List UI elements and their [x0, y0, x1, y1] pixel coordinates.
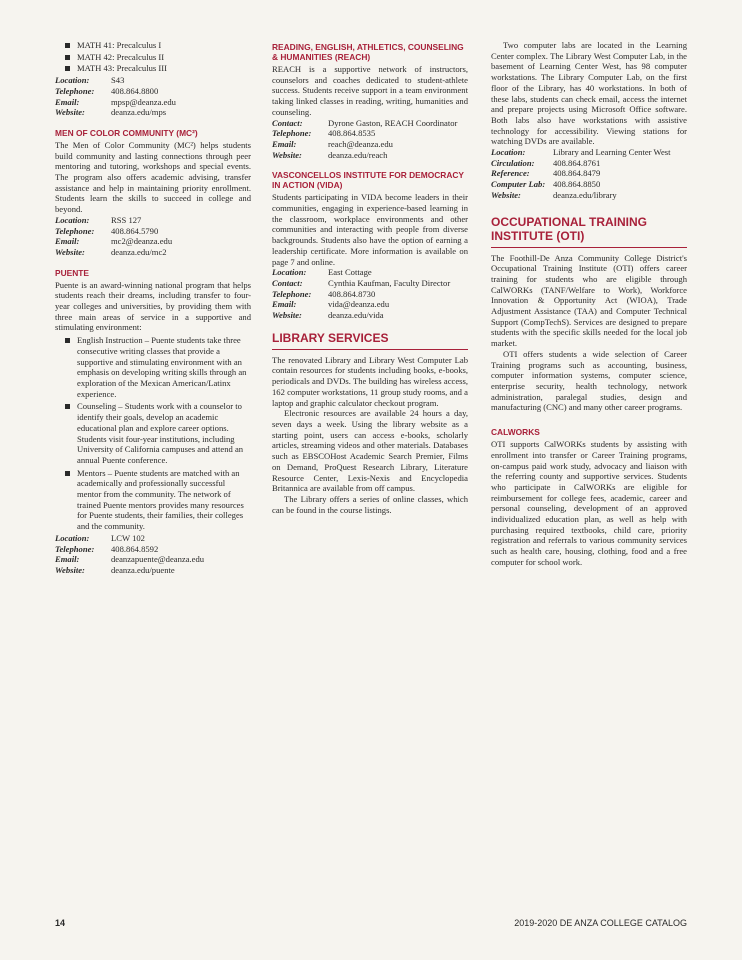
column-2 — [272, 40, 468, 515]
math-contact — [55, 75, 251, 118]
contact-key: Location: — [272, 267, 307, 278]
vida-heading: VASCONCELLOS INSTITUTE FOR DEMOCRACY IN ACTION (VIDA) — [272, 170, 464, 191]
contact-key: Website: — [272, 149, 302, 160]
labs-contact — [491, 147, 687, 201]
list-item: MATH 41: Precalculus I — [55, 40, 251, 51]
page-number: 14 — [55, 918, 66, 928]
list-item: MATH 42: Precalculus II — [55, 52, 251, 63]
contact-value: LCW 102 — [111, 532, 145, 543]
contact-key: Computer Lab: — [491, 179, 546, 190]
list-item: English Instruction – Puente students take three consecutive writing classes that provide a supportive and stimulating environment with an emphasis on developing writing skills through an exploration of the Mexican American/Latinx experience. — [55, 335, 251, 399]
contact-key: Contact: — [272, 117, 303, 128]
mcc-heading: MEN OF COLOR COMMUNITY (MC²) — [55, 127, 198, 138]
reach-heading: READING, ENGLISH, ATHLETICS, COUNSELING & HUMANITIES (REACH) — [272, 42, 464, 62]
vida-contact — [272, 267, 468, 321]
contact-key: Website: — [55, 564, 85, 575]
calworks-heading: CALWORKS — [491, 427, 540, 438]
contact-value: 408.864.8730 — [328, 288, 376, 299]
contact-value: vida@deanza.edu — [328, 299, 390, 310]
contact-key: Location: — [491, 147, 526, 158]
vida-body: Students participating in VIDA become leaders in their communities, engaging in experience-based learning in the classroom, workplace environments and other communities and interacting with people from diverse backgrounds. Students also have the option of earning a leadership certificate. More information is available on page 7 and online. — [272, 192, 468, 267]
contact-value: deanza.edu/mc2 — [111, 246, 167, 257]
contact-value: 408.864.8850 — [553, 179, 601, 190]
library-paragraph-3: The Library offers a series of online classes, which can be found in the course listings. — [272, 493, 468, 515]
contact-value: deanza.edu/reach — [328, 149, 388, 160]
contact-value: mpsp@deanza.edu — [111, 96, 176, 107]
contact-key: Email: — [272, 138, 297, 149]
contact-key: Telephone: — [55, 85, 95, 96]
list-item: MATH 43: Precalculus III — [55, 63, 251, 74]
contact-key: Telephone: — [55, 543, 95, 554]
contact-value: 408.864.8479 — [553, 168, 601, 179]
contact-value: 408.864.5790 — [111, 225, 159, 236]
contact-key: Email: — [55, 96, 80, 107]
contact-key: Telephone: — [55, 225, 95, 236]
contact-key: Website: — [55, 107, 85, 118]
reach-contact — [272, 118, 468, 161]
contact-key: Email: — [55, 236, 80, 247]
catalog-title: 2019-2020 DE ANZA COLLEGE CATALOG — [514, 918, 687, 928]
contact-value: deanza.edu/library — [553, 189, 617, 200]
contact-key: Website: — [272, 310, 302, 321]
contact-value: deanza.edu/vida — [328, 310, 384, 321]
contact-key: Location: — [55, 75, 90, 86]
contact-value: reach@deanza.edu — [328, 138, 393, 149]
reach-body: REACH is a supportive network of instructors, counselors and coaches dedicated to student-athlete success. Students receive support in a team environment taking linked classes in reading, writing, humanities and counseling. — [272, 64, 468, 117]
contact-value: deanza.edu/mps — [111, 107, 167, 118]
contact-key: Contact: — [272, 277, 303, 288]
puente-heading: PUENTE — [55, 267, 89, 278]
contact-value: mc2@deanza.edu — [111, 236, 173, 247]
contact-value: 408.864.8535 — [328, 128, 376, 139]
oti-paragraph-1: The Foothill-De Anza Community College District's Occupational Training Institute (OTI) offers career training for students who are eligible through CalWORKs (TANF/Welfare to Work), Workforce Innovation & Opportunity Act (WIOA), Trade Adjustment Assistance (TAA) and Computer Technical Support (CompTechS). Services are designed to prepare students with the specific skills needed for the local job market. — [491, 252, 687, 349]
contact-key: Reference: — [491, 168, 530, 179]
contact-key: Telephone: — [272, 288, 312, 299]
contact-key: Location: — [55, 214, 90, 225]
contact-value: Library and Learning Center West — [553, 147, 671, 158]
oti-paragraph-2: OTI offers students a wide selection of Career Training programs such as accounting, business, computer information systems, computer science, enterprise security, health technology, network administration, paralegal studies, design and manufacturing (CNC) and many other career programs. — [491, 348, 687, 413]
puente-body: Puente is an award-winning national program that helps students reach their dreams, including transfer to four-year colleges and universities, by providing them with three main areas of service in a supportive and stimulating environment: — [55, 279, 251, 333]
column-3 — [491, 40, 687, 568]
library-paragraph-1: The renovated Library and Library West Computer Lab contain resources for students including books, e-books, periodicals and DVDs. The building has wireless access, 162 computer workstations, 11 group study rooms, and a laptop and graphic calculator checkout program. — [272, 354, 468, 408]
contact-value: RSS 127 — [111, 214, 142, 225]
contact-value: 408.864.8761 — [553, 157, 601, 168]
mcc-body: The Men of Color Community (MC²) helps students build community and lasting connections through peer mentoring and tutoring, workshops and special events. The program also offers academic advising, transfer assistance and help in maintaining priority enrollment. Students learn the skills to succeed in college and beyond. — [55, 139, 251, 215]
puente-contact — [55, 533, 251, 576]
column-1 — [55, 40, 251, 576]
calworks-paragraph: OTI supports CalWORKs students by assisting with enrollment into transfer or Career Training programs, on-campus paid work study, advocacy and liaison with the referring county and supportive services. Students who participate in CalWORKs are eligible for reimbursement for college fees, academic, career and personal counseling, development of an approved individualized education plan, as well as help with purchasing required textbooks, child care, priority registration and referrals to various community services such as health care, housing, clothing, food and a free computer for school work. — [491, 439, 687, 567]
contact-key: Website: — [491, 189, 521, 200]
contact-value: 408.864.8800 — [111, 85, 159, 96]
list-item: Mentors – Puente students are matched with an academically and professionally successful mentor from the community. The network of trained Puente mentors provides many resources for Puente students, their families, their colleges and the community. — [55, 468, 251, 532]
contact-value: S43 — [111, 75, 125, 86]
contact-key: Website: — [55, 246, 85, 257]
contact-value: East Cottage — [328, 267, 372, 278]
contact-value: 408.864.8592 — [111, 543, 159, 554]
list-item: Counseling – Students work with a counselor to identify their goals, develop an academic educational plan and explore career options. Students visit four-year institutions, including University of California campuses and attend an annual Puente conference. — [55, 401, 251, 465]
library-heading: LIBRARY SERVICES — [272, 331, 468, 350]
contact-key: Email: — [272, 299, 297, 310]
contact-key: Telephone: — [272, 128, 312, 139]
contact-value: deanzapuente@deanza.edu — [111, 554, 205, 565]
contact-key: Location: — [55, 532, 90, 543]
computer-labs-paragraph: Two computer labs are located in the Learning Center complex. The Library West Computer Lab, in the basement of Learning Center West, has 98 computer workstations. The Library Computer Lab, on the first floor of the Library, has 40 workstations. In both of these labs, students can check email, access the internet and prepare projects using Microsoft Office software. Both labs also have workstations with assistive technology for accessibility. Viewing stations for watching DVDs are available. — [491, 40, 687, 147]
contact-key: Circulation: — [491, 157, 535, 168]
library-paragraph-2: Electronic resources are available 24 hours a day, seven days a week. Using the library website as a starting point, users can access e-books, scholarly articles, streaming videos and other materials. Databases such as EBSCOHost Academic Search Premier, Films on Demand, ProQuest Research Library, Literature Resource Center, Lexis-Nexis and Encyclopedia Britannica are available from off campus. — [272, 408, 468, 494]
contact-key: Email: — [55, 554, 80, 565]
mcc-contact — [55, 215, 251, 258]
contact-value: Cynthia Kaufman, Faculty Director — [328, 277, 451, 288]
contact-value: Dyrone Gaston, REACH Coordinator — [328, 117, 458, 128]
contact-value: deanza.edu/puente — [111, 564, 175, 575]
oti-heading: OCCUPATIONAL TRAINING INSTITUTE (OTI) — [491, 215, 687, 248]
